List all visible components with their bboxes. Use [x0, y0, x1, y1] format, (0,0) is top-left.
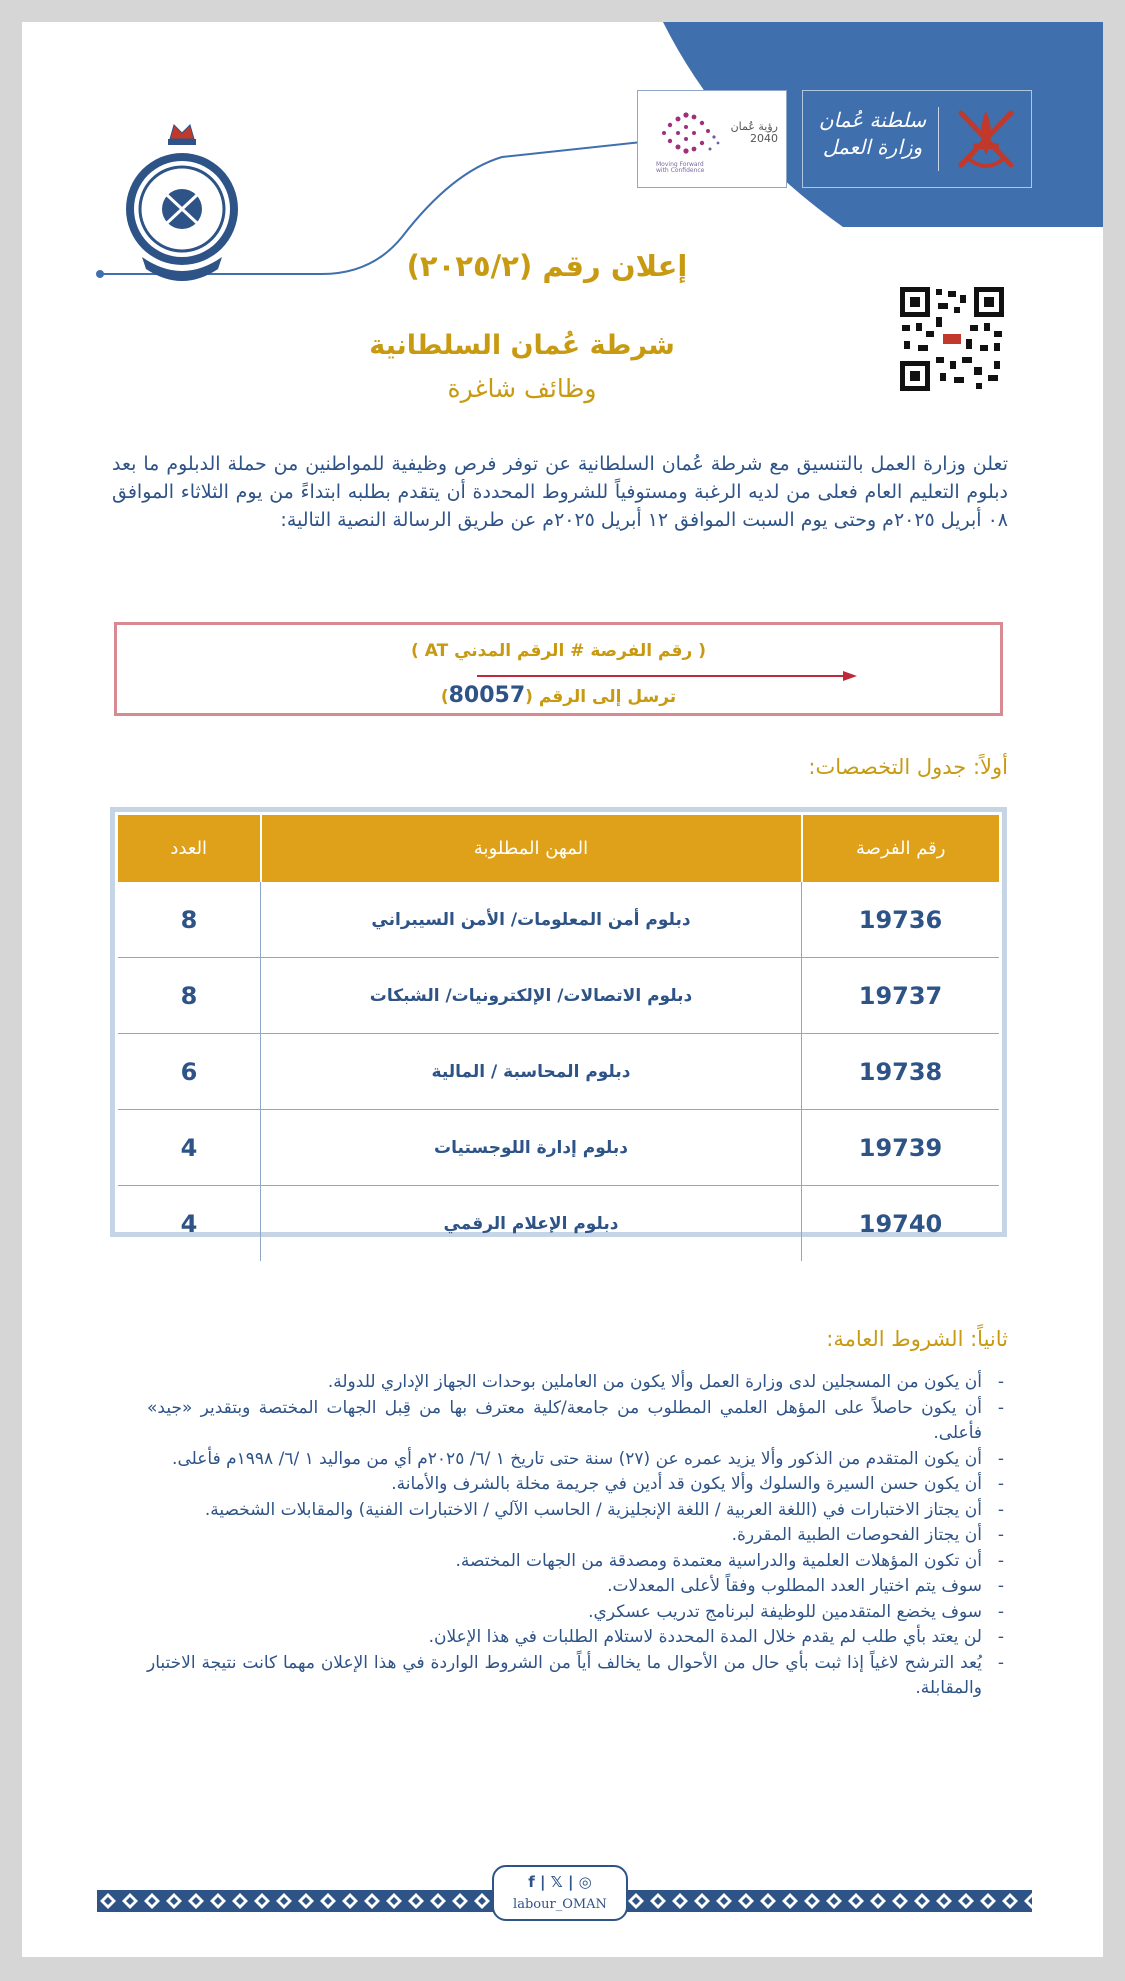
list-item: - أن يجتاز الاختبارات في (اللغة العربية / اللغة الإنجليزية / الحاسب الآلي / الاختبارات الفنية) والمقابلات الشخصية.	[147, 1498, 982, 1524]
logo-separator	[938, 107, 939, 171]
vision-text: رؤية عُمان 2040	[730, 120, 778, 146]
list-item: - أن يكون حسن السيرة والسلوك وألا يكون قد أدين في جريمة مخلة بالشرف والأمانة.	[147, 1472, 982, 1498]
sms-send-to-suffix: )	[440, 687, 449, 707]
section-general-conditions-title: ثانياً: الشروط العامة:	[826, 1327, 1008, 1351]
list-item: - أن يجتاز الفحوصات الطبية المقررة.	[147, 1523, 982, 1549]
sms-send-to-prefix: ترسل إلى الرقم (	[525, 687, 677, 707]
opportunity-number: 19740	[802, 1186, 1000, 1262]
opportunity-number: 19738	[802, 1034, 1000, 1110]
table-row	[118, 1034, 999, 1110]
ministry-name	[815, 107, 930, 161]
organization-name: شرطة عُمان السلطانية	[369, 330, 675, 361]
intro-paragraph: تعلن وزارة العمل بالتنسيق مع شرطة عُمان السلطانية عن توفر فرص وظيفية للمواطنين من حملة الدبلوم ما بعد دبلوم التعليم العام فعلى من لديه الرغبة ومستوفياً للشروط المحددة أن يتقدم بطلبه ابتداءً من يوم الثلاثاء الموافق ٠٨ أبريل ٢٠٢٥م وحتى يوم السبت الموافق ١٢ أبريل ٢٠٢٥م عن طريق الرسالة النصية التالية:	[112, 453, 1008, 531]
sms-send-to	[117, 683, 1000, 708]
table-row	[118, 958, 999, 1034]
opportunity-number: 19736	[802, 882, 1000, 958]
list-item: - أن يكون المتقدم من الذكور وألا يزيد عمره عن (٢٧) سنة حتى تاريخ ١ /٦/ ٢٠٢٥م أي من مواليد ١ /٦/ ١٩٩٨م فأعلى.	[147, 1447, 982, 1473]
sms-format: ( رقم الفرصة # الرقم المدني AT )	[411, 641, 706, 661]
vision-swirl-icon	[654, 103, 724, 163]
arrow-right-icon	[477, 671, 857, 681]
ministry-name-line2: وزارة العمل	[822, 135, 923, 159]
job-title: دبلوم إدارة اللوجستيات	[261, 1110, 802, 1186]
list-item: - أن يكون حاصلاً على المؤهل العلمي المطلوب من جامعة/كلية معترف بها من قِبل الجهات المختصة وبتقدير «جيد» فأعلى.	[147, 1396, 982, 1447]
header-opportunity-number: رقم الفرصة	[802, 815, 1000, 882]
vacancies-subtitle: وظائف شاغرة	[447, 374, 597, 403]
general-conditions-list	[147, 1370, 1004, 1702]
job-title: دبلوم المحاسبة / المالية	[261, 1034, 802, 1110]
oman-vision-2040-logo	[637, 90, 787, 188]
sms-instructions-box	[114, 622, 1003, 716]
ministry-of-labour-logo	[802, 90, 1032, 188]
list-item: - أن تكون المؤهلات العلمية والدراسية معتمدة ومصدقة من الجهات المختصة.	[147, 1549, 982, 1575]
announcement-page	[22, 22, 1103, 1957]
list-item: - لن يعتد بأي طلب لم يقدم خلال المدة المحددة لاستلام الطلبات في هذا الإعلان.	[147, 1625, 982, 1651]
opportunity-number: 19737	[802, 958, 1000, 1034]
ministry-name-line1: سلطنة عُمان	[818, 108, 927, 132]
social-media-badge[interactable]	[492, 1865, 628, 1921]
vision-tagline: Moving Forward with Confidence	[656, 160, 705, 175]
table-row	[118, 1186, 999, 1262]
job-title: دبلوم الإعلام الرقمي	[261, 1186, 802, 1262]
sms-number: 80057	[448, 683, 526, 708]
oman-national-emblem-icon	[951, 103, 1021, 175]
social-icons[interactable]: f | 𝕏 | ◎	[528, 1873, 592, 1891]
specializations-table	[110, 807, 1007, 1237]
specializations-grid	[118, 815, 999, 1261]
vacancy-count: 4	[118, 1110, 261, 1186]
list-item: - سوف يتم اختيار العدد المطلوب وفقاً لأعلى المعدلات.	[147, 1574, 982, 1600]
royal-oman-police-emblem-icon	[122, 117, 242, 289]
job-title: دبلوم الاتصالات/ الإلكترونيات/ الشبكات	[261, 958, 802, 1034]
job-title: دبلوم أمن المعلومات/ الأمن السيبراني	[261, 882, 802, 958]
vacancy-count: 4	[118, 1186, 261, 1262]
list-item: - أن يكون من المسجلين لدى وزارة العمل وألا يكون من العاملين بوحدات الجهاز الإداري للدولة.	[147, 1370, 982, 1396]
header-count: العدد	[118, 815, 261, 882]
list-item: - سوف يخضع المتقدمين للوظيفة لبرنامج تدريب عسكري.	[147, 1600, 982, 1626]
list-item: - يُعد الترشح لاغياً إذا ثبت بأي حال من الأحوال ما يخالف أياً من الشروط الواردة في هذا الإعلان مهما كانت نتيجة الاختبار والمقابلة.	[147, 1651, 982, 1702]
vacancy-count: 8	[118, 882, 261, 958]
vacancy-count: 8	[118, 958, 261, 1034]
section-specializations-title: أولاً: جدول التخصصات:	[808, 755, 1008, 779]
qr-code-icon[interactable]	[900, 287, 1004, 391]
opportunity-number: 19739	[802, 1110, 1000, 1186]
table-row	[118, 1110, 999, 1186]
table-row	[118, 882, 999, 958]
announcement-title: إعلان رقم (٢٠٢٥/٢)	[406, 249, 688, 283]
table-header-row	[118, 815, 999, 882]
social-handle[interactable]: labour_OMAN	[513, 1897, 607, 1912]
vacancy-count: 6	[118, 1034, 261, 1110]
header-required-jobs: المهن المطلوبة	[261, 815, 802, 882]
